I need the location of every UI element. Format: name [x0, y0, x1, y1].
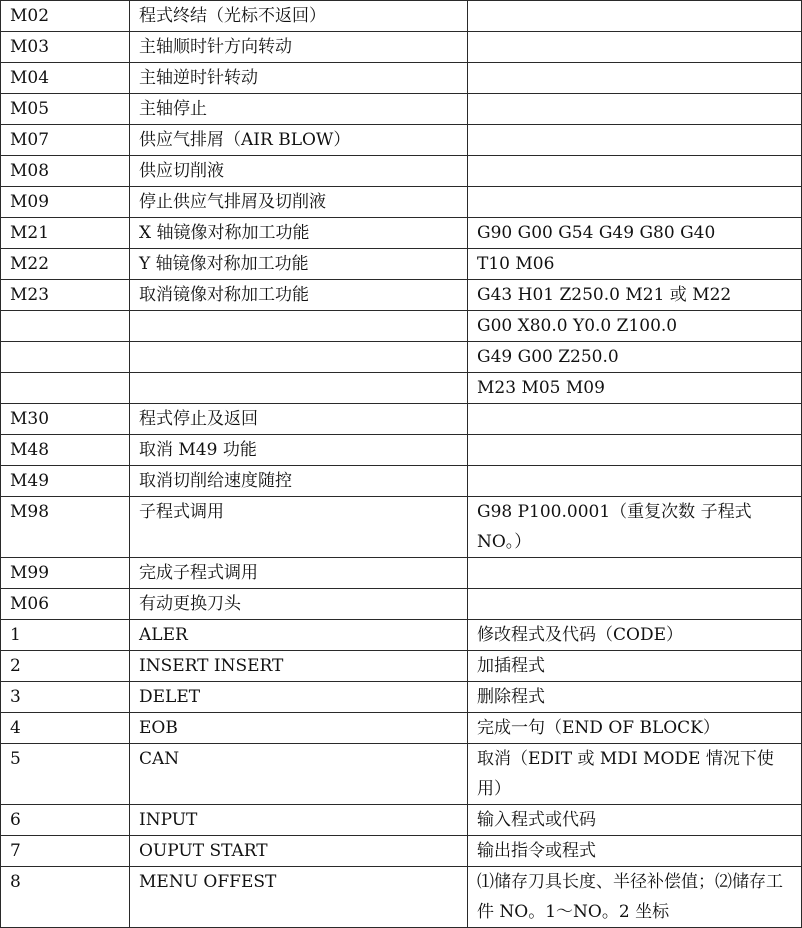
table-row [1, 435, 802, 466]
description-cell: 子程式调用 [130, 497, 468, 558]
example-cell: 修改程式及代码（CODE） [468, 620, 802, 651]
example-cell: 完成一句（END OF BLOCK） [468, 713, 802, 744]
table-row [1, 589, 802, 620]
example-cell [468, 32, 802, 63]
example-cell: 加插程式 [468, 651, 802, 682]
code-cell: M99 [1, 558, 130, 589]
code-cell: M98 [1, 497, 130, 558]
code-cell: M21 [1, 218, 130, 249]
example-cell [468, 1, 802, 32]
code-cell: M09 [1, 187, 130, 218]
table-row [1, 620, 802, 651]
table-row [1, 94, 802, 125]
code-cell: 8 [1, 867, 130, 928]
table-row [1, 187, 802, 218]
description-cell: 供应气排屑（AIR BLOW） [130, 125, 468, 156]
example-cell [468, 156, 802, 187]
description-cell: 取消镜像对称加工功能 [130, 280, 468, 311]
description-cell: 完成子程式调用 [130, 558, 468, 589]
description-cell: INPUT [130, 805, 468, 836]
example-cell: 输出指令或程式 [468, 836, 802, 867]
table-row [1, 342, 802, 373]
table-row [1, 125, 802, 156]
table-row [1, 156, 802, 187]
code-cell: 3 [1, 682, 130, 713]
description-cell: CAN [130, 744, 468, 805]
example-cell: G49 G00 Z250.0 [468, 342, 802, 373]
example-cell [468, 466, 802, 497]
code-cell: M07 [1, 125, 130, 156]
description-cell: 取消 M49 功能 [130, 435, 468, 466]
code-cell: M05 [1, 94, 130, 125]
description-cell: ALER [130, 620, 468, 651]
code-cell: 2 [1, 651, 130, 682]
example-cell: T10 M06 [468, 249, 802, 280]
code-cell: 5 [1, 744, 130, 805]
code-cell: M02 [1, 1, 130, 32]
code-cell: M23 [1, 280, 130, 311]
code-cell [1, 342, 130, 373]
description-cell: INSERT INSERT [130, 651, 468, 682]
table-row [1, 218, 802, 249]
table-row [1, 311, 802, 342]
example-cell [468, 435, 802, 466]
table-row [1, 249, 802, 280]
table-row [1, 32, 802, 63]
description-cell: Y 轴镜像对称加工功能 [130, 249, 468, 280]
table-row [1, 713, 802, 744]
description-cell: 主轴停止 [130, 94, 468, 125]
description-cell: DELET [130, 682, 468, 713]
description-cell: 供应切削液 [130, 156, 468, 187]
code-cell: M04 [1, 63, 130, 94]
table-row [1, 558, 802, 589]
description-cell: 有动更换刀头 [130, 589, 468, 620]
code-cell: M30 [1, 404, 130, 435]
description-cell [130, 311, 468, 342]
example-cell: G00 X80.0 Y0.0 Z100.0 [468, 311, 802, 342]
table-body [1, 1, 802, 928]
table-row [1, 744, 802, 805]
description-cell: X 轴镜像对称加工功能 [130, 218, 468, 249]
code-cell [1, 373, 130, 404]
description-cell: 程式停止及返回 [130, 404, 468, 435]
description-cell: MENU OFFEST [130, 867, 468, 928]
description-cell: 主轴逆时针转动 [130, 63, 468, 94]
example-cell [468, 558, 802, 589]
table-row [1, 682, 802, 713]
code-cell: M08 [1, 156, 130, 187]
description-cell [130, 342, 468, 373]
code-cell: M03 [1, 32, 130, 63]
example-cell [468, 187, 802, 218]
code-cell: 4 [1, 713, 130, 744]
code-cell: M06 [1, 589, 130, 620]
example-cell [468, 404, 802, 435]
description-cell: 取消切削给速度随控 [130, 466, 468, 497]
table-row [1, 1, 802, 32]
description-cell: 程式终结（光标不返回） [130, 1, 468, 32]
table-row [1, 373, 802, 404]
table-row [1, 466, 802, 497]
code-cell [1, 311, 130, 342]
table-row [1, 63, 802, 94]
example-cell [468, 589, 802, 620]
table-row [1, 805, 802, 836]
example-cell: ⑴储存刀具长度、半径补偿值；⑵储存工件 NO。1～NO。2 坐标 [468, 867, 802, 928]
example-cell: M23 M05 M09 [468, 373, 802, 404]
description-cell: OUPUT START [130, 836, 468, 867]
example-cell [468, 125, 802, 156]
description-cell: EOB [130, 713, 468, 744]
example-cell [468, 63, 802, 94]
table-row [1, 836, 802, 867]
example-cell: G43 H01 Z250.0 M21 或 M22 [468, 280, 802, 311]
code-cell: 7 [1, 836, 130, 867]
table-row [1, 280, 802, 311]
code-cell: 1 [1, 620, 130, 651]
code-cell: M49 [1, 466, 130, 497]
table-row [1, 867, 802, 928]
example-cell: G98 P100.0001（重复次数 子程式 NO。） [468, 497, 802, 558]
description-cell [130, 373, 468, 404]
description-cell: 停止供应气排屑及切削液 [130, 187, 468, 218]
table-row [1, 497, 802, 558]
table-row [1, 651, 802, 682]
code-cell: M48 [1, 435, 130, 466]
description-cell: 主轴顺时针方向转动 [130, 32, 468, 63]
example-cell: 取消（EDIT 或 MDI MODE 情况下使用） [468, 744, 802, 805]
example-cell: 删除程式 [468, 682, 802, 713]
example-cell: G90 G00 G54 G49 G80 G40 [468, 218, 802, 249]
table-row [1, 404, 802, 435]
code-cell: 6 [1, 805, 130, 836]
example-cell [468, 94, 802, 125]
code-cell: M22 [1, 249, 130, 280]
example-cell: 输入程式或代码 [468, 805, 802, 836]
